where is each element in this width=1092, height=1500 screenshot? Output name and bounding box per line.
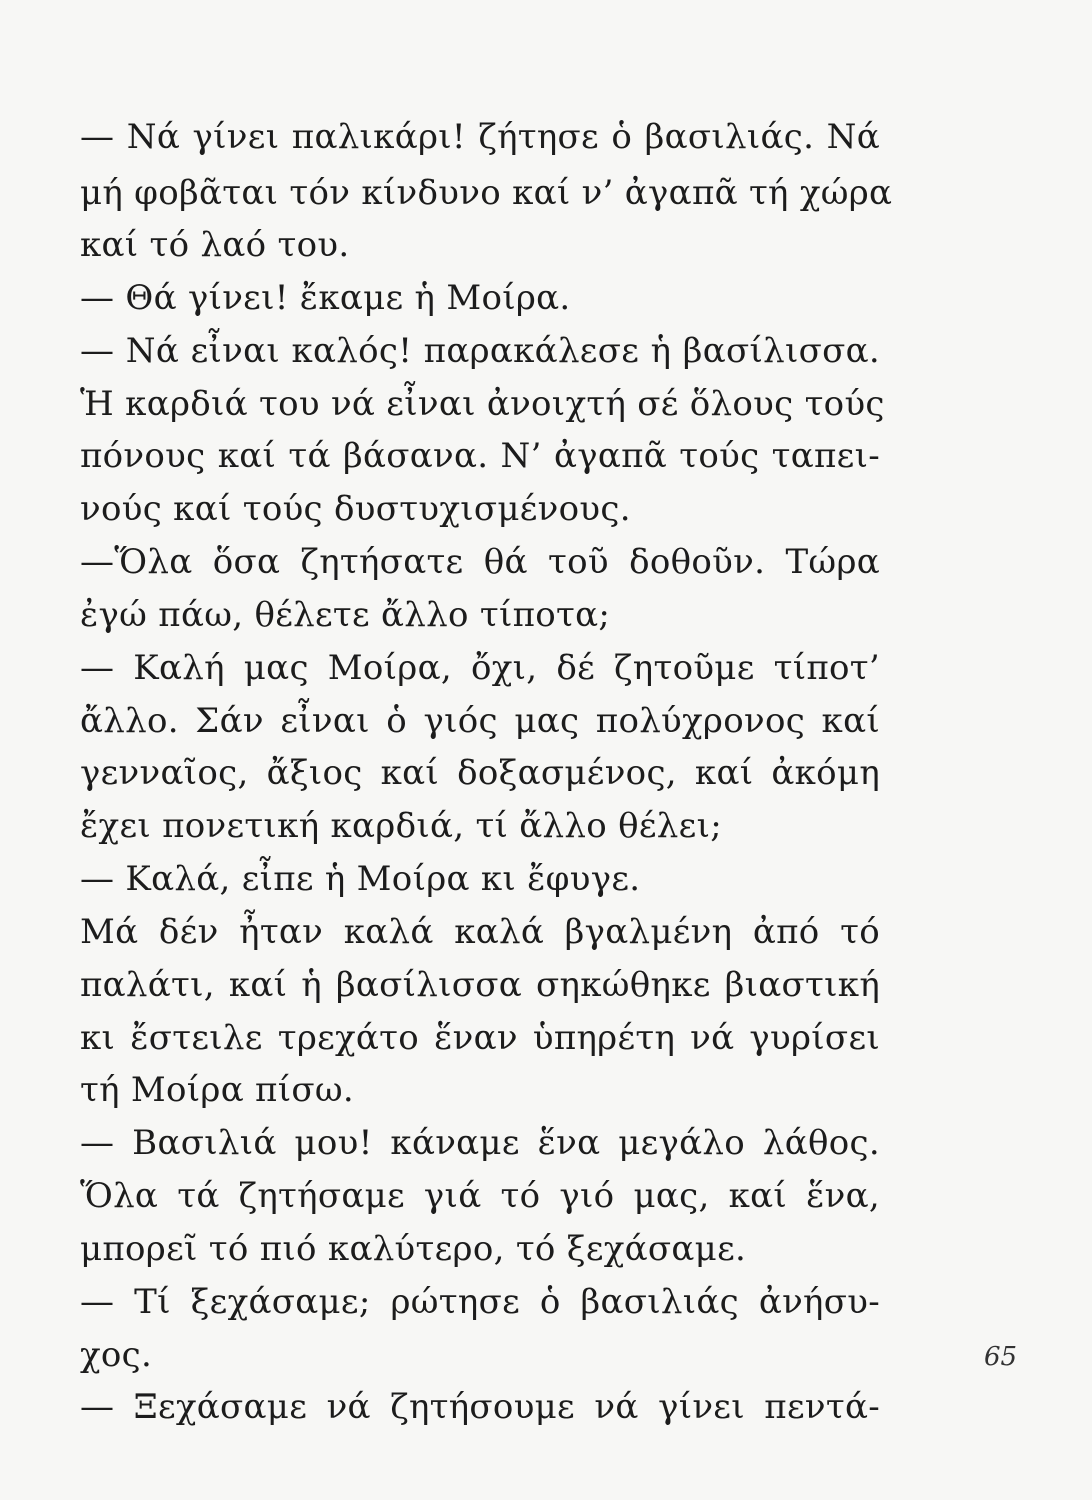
text-line: — Καλά, εἶπε ἡ Μοίρα κι ἔφυγε. [80, 859, 641, 899]
text-line: καί τό λαό του. [80, 225, 350, 265]
text-line: παλάτι, καί ἡ βασίλισσα σηκώθηκε βιαστική [80, 965, 880, 1005]
text-line: Μά δέν ἦταν καλά καλά βγαλμένη ἀπό τό [80, 912, 880, 952]
text-line: —Ὅλα ὅσα ζητήσατε θά τοῦ δοθοῦν. Τώρα [80, 542, 880, 582]
text-line: — Τί ξεχάσαμε; ρώτησε ὁ βασιλιάς ἀνήσυ- [80, 1282, 880, 1322]
text-line: κι ἔστειλε τρεχάτο ἕναν ὑπηρέτη νά γυρίσει [80, 1018, 880, 1058]
text-line: ἐγώ πάω, θέλετε ἄλλο τίποτα; [80, 595, 611, 635]
text-line: Ἡ καρδιά του νά εἶναι ἀνοιχτή σέ ὅλους τούς [80, 384, 885, 424]
text-line: γενναῖος, ἄξιος καί δοξασμένος, καί ἀκόμη [80, 753, 880, 793]
text-line: — Νά εἶναι καλός! παρακάλεσε ἡ βασίλισσα. [80, 331, 880, 371]
text-line: πόνους καί τά βάσανα. Ν’ ἀγαπᾶ τούς ταπει- [80, 436, 880, 476]
text-line: μπορεῖ τό πιό καλύτερο, τό ξεχάσαμε. [80, 1229, 747, 1269]
text-line: — Καλή μας Μοίρα, ὄχι, δέ ζητοῦμε τίποτ’ [80, 648, 880, 688]
text-line: Ὅλα τά ζητήσαμε γιά τό γιό μας, καί ἕνα, [80, 1176, 880, 1216]
text-line: — Ξεχάσαμε νά ζητήσουμε νά γίνει πεντά- [80, 1387, 880, 1427]
text-line: ἔχει πονετική καρδιά, τί ἄλλο θέλει; [80, 806, 722, 846]
text-line: μή φοβᾶται τόν κίνδυνο καί ν’ ἀγαπᾶ τή χώρα [80, 173, 893, 213]
text-line: ἄλλο. Σάν εἶναι ὁ γιός μας πολύχρονος καί [80, 701, 880, 741]
text-line: τή Μοίρα πίσω. [80, 1070, 354, 1110]
page-number: 65 [984, 1342, 1018, 1372]
text-line: — Θά γίνει! ἔκαμε ἡ Μοίρα. [80, 278, 571, 318]
text-line: — Βασιλιά μου! κάναμε ἕνα μεγάλο λάθος. [80, 1123, 880, 1163]
text-line: χος. [80, 1335, 153, 1375]
text-line: — Νά γίνει παλικάρι! ζήτησε ὁ βασιλιάς. Νά [80, 117, 880, 157]
text-line: νούς καί τούς δυστυχισμένους. [80, 489, 631, 529]
